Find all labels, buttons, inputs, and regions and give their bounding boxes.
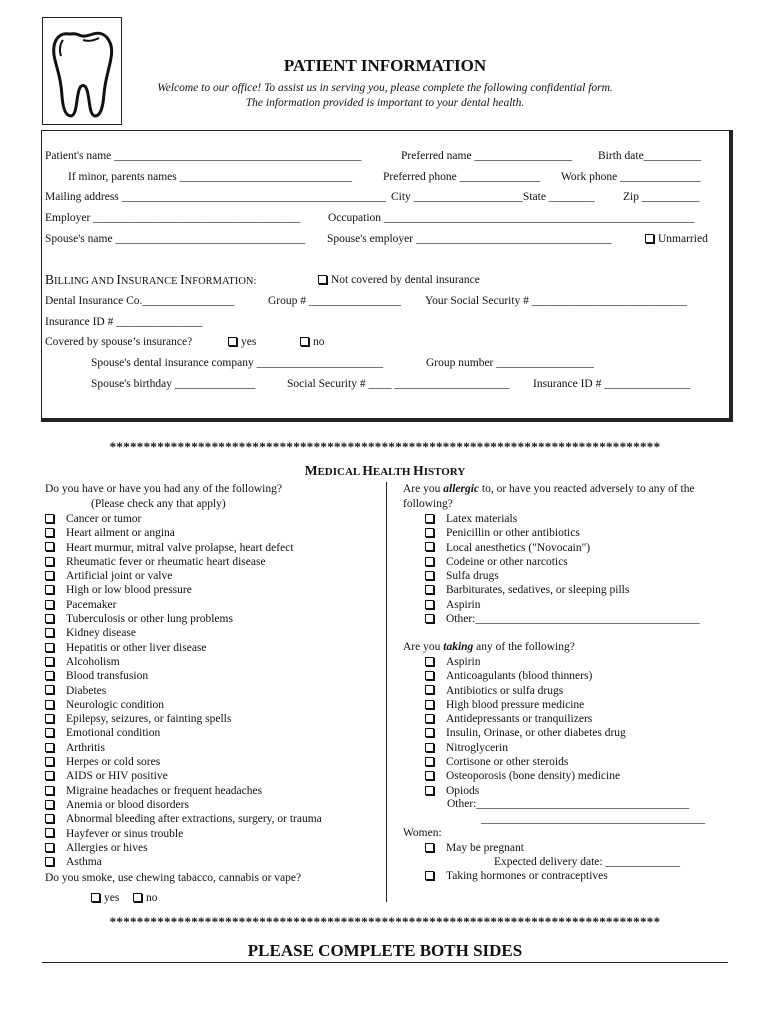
condition-item[interactable]: Epilepsy, seizures, or fainting spells <box>45 712 322 726</box>
condition-item[interactable]: Hayfever or sinus trouble <box>45 827 322 841</box>
preferred-name-field[interactable]: Preferred name _________________ <box>401 150 573 162</box>
birth-date-field[interactable]: Birth date__________ <box>598 150 702 162</box>
subtitle-line-1: Welcome to our office! To assist us in serving you, please complete the following confidential form. <box>157 82 613 94</box>
hormones-checkbox[interactable] <box>425 870 608 882</box>
allergy-item[interactable]: Other:_______________________________________ <box>425 612 700 626</box>
star-divider-bottom: ********************************************************************************* <box>109 914 661 929</box>
taking-question: Are you taking any of the following? <box>403 641 575 653</box>
mailing-address-field[interactable]: Mailing address ______________________________________________ <box>45 191 387 203</box>
checkbox-icon <box>318 275 327 284</box>
checkbox-icon <box>45 828 54 837</box>
pregnant-label: May be pregnant <box>446 842 524 854</box>
checkbox-icon <box>425 771 434 780</box>
condition-item[interactable]: Asthma <box>45 855 322 869</box>
pregnant-checkbox[interactable] <box>425 842 524 854</box>
checkbox-icon <box>425 557 434 566</box>
checkbox-icon <box>425 671 434 680</box>
condition-item[interactable]: Hepatitis or other liver disease <box>45 641 322 655</box>
checkbox-icon <box>45 571 54 580</box>
checkbox-icon <box>45 843 54 852</box>
column-divider <box>386 482 387 902</box>
medication-other-field[interactable]: Other:_____________________________________ <box>447 798 690 810</box>
star-divider-top: ********************************************************************************* <box>109 439 661 454</box>
medication-item[interactable]: Aspirin <box>425 655 626 669</box>
checkbox-icon <box>425 614 434 623</box>
checkbox-icon <box>425 743 434 752</box>
allergy-item[interactable]: Barbiturates, sedatives, or sleeping pills <box>425 583 700 597</box>
checkbox-icon <box>425 514 434 523</box>
conditions-question: Do you have or have you had any of the following? <box>45 483 282 495</box>
not-covered-checkbox[interactable] <box>318 274 480 286</box>
medication-item[interactable]: Antidepressants or tranquilizers <box>425 712 626 726</box>
checkbox-icon <box>425 757 434 766</box>
footer-title: PLEASE COMPLETE BOTH SIDES <box>247 941 523 960</box>
condition-item[interactable]: High or low blood pressure <box>45 583 322 597</box>
zip-field[interactable]: Zip __________ <box>623 191 700 203</box>
smoke-yes-checkbox[interactable] <box>91 892 119 904</box>
condition-item[interactable]: Heart murmur, mitral valve prolapse, heart defect <box>45 541 322 555</box>
unmarried-checkbox[interactable] <box>645 233 708 245</box>
insurance-id-field[interactable]: Insurance ID # _______________ <box>45 316 203 328</box>
condition-item[interactable]: Anemia or blood disorders <box>45 798 322 812</box>
checkbox-icon <box>45 643 54 652</box>
checkbox-icon <box>133 893 142 902</box>
checkbox-icon <box>425 871 434 880</box>
checkbox-icon <box>45 700 54 709</box>
yes-label: yes <box>241 336 257 348</box>
allergy-item[interactable]: Sulfa drugs <box>425 569 700 583</box>
checkbox-icon <box>425 700 434 709</box>
checkbox-icon <box>45 671 54 680</box>
condition-item[interactable]: Neurologic condition <box>45 698 322 712</box>
not-covered-label: Not covered by dental insurance <box>331 274 480 286</box>
condition-item[interactable]: Emotional condition <box>45 726 322 740</box>
spouse-employer-field[interactable]: Spouse's employer __________________________________ <box>327 233 612 245</box>
no-label: no <box>313 336 325 348</box>
allergy-item[interactable]: Local anesthetics ("Novocain") <box>425 541 700 555</box>
medication-other-line2[interactable]: _______________________________________ <box>481 813 706 825</box>
checkbox-icon <box>425 685 434 694</box>
medical-heading: MEDICAL HEALTH HISTORY <box>304 463 466 478</box>
city-state-field[interactable]: City ___________________State ________ <box>391 191 595 203</box>
checkbox-icon <box>425 714 434 723</box>
checkbox-icon <box>425 600 434 609</box>
checkbox-icon <box>45 657 54 666</box>
spouse-group-number-field[interactable]: Group number _________________ <box>426 357 595 369</box>
allergy-item[interactable]: Aspirin <box>425 598 700 612</box>
checkbox-icon <box>45 728 54 737</box>
checkbox-icon <box>645 234 654 243</box>
preferred-phone-field[interactable]: Preferred phone ______________ <box>383 171 541 183</box>
condition-item[interactable]: Heart ailment or angina <box>45 526 322 540</box>
hormones-label: Taking hormones or contraceptives <box>446 870 608 882</box>
checkbox-icon <box>45 600 54 609</box>
condition-item[interactable]: Alcoholism <box>45 655 322 669</box>
allergies-list <box>425 512 700 626</box>
parents-names-field[interactable]: If minor, parents names ______________________________ <box>68 171 353 183</box>
footer-rule <box>42 962 728 963</box>
checkbox-icon <box>45 528 54 537</box>
allergy-item[interactable]: Penicillin or other antibiotics <box>425 526 700 540</box>
checkbox-icon <box>425 786 434 795</box>
delivery-date-field[interactable]: Expected delivery date: _____________ <box>494 856 681 868</box>
condition-item[interactable]: Cancer or tumor <box>45 512 322 526</box>
condition-item[interactable]: Herpes or cold sores <box>45 755 322 769</box>
spouse-birthday-field[interactable]: Spouse's birthday ______________ <box>91 378 256 390</box>
checkbox-icon <box>45 614 54 623</box>
women-label: Women: <box>403 827 442 839</box>
checkbox-icon <box>45 514 54 523</box>
condition-item[interactable]: Tuberculosis or other lung problems <box>45 612 322 626</box>
conditions-note: (Please check any that apply) <box>91 498 226 510</box>
spouse-insurance-company-field[interactable]: Spouse's dental insurance company ______________________ <box>91 357 384 369</box>
checkbox-icon <box>425 528 434 537</box>
medication-item[interactable]: Antibiotics or sulfa drugs <box>425 684 626 698</box>
checkbox-icon <box>425 571 434 580</box>
smoke-question: Do you smoke, use chewing tabacco, cannabis or vape? <box>45 872 302 884</box>
condition-item[interactable]: Blood transfusion <box>45 669 322 683</box>
smoke-no-label: no <box>146 892 158 904</box>
checkbox-icon <box>425 542 434 551</box>
checkbox-icon <box>45 771 54 780</box>
checkbox-icon <box>425 843 434 852</box>
page-title: PATIENT INFORMATION <box>283 56 487 75</box>
checkbox-icon <box>45 628 54 637</box>
checkbox-icon <box>45 800 54 809</box>
unmarried-label: Unmarried <box>658 233 708 245</box>
checkbox-icon <box>91 893 100 902</box>
condition-item[interactable]: Rheumatic fever or rheumatic heart disease <box>45 555 322 569</box>
medication-item[interactable]: High blood pressure medicine <box>425 698 626 712</box>
checkbox-icon <box>45 714 54 723</box>
condition-item[interactable]: AIDS or HIV positive <box>45 769 322 783</box>
condition-item[interactable]: Abnormal bleeding after extractions, surgery, or trauma <box>45 812 322 826</box>
subtitle-line-2: The information provided is important to your dental health. <box>245 97 525 109</box>
checkbox-icon <box>45 857 54 866</box>
spouse-name-field[interactable]: Spouse's name _________________________________ <box>45 233 306 245</box>
condition-item[interactable]: Diabetes <box>45 684 322 698</box>
billing-heading: BILLING AND INSURANCE INFORMATION: <box>45 272 257 287</box>
allergic-question-line2: following? <box>403 498 453 510</box>
medication-item[interactable]: Osteoporosis (bone density) medicine <box>425 769 626 783</box>
medication-item[interactable]: Opiods <box>425 784 626 798</box>
checkbox-icon <box>45 557 54 566</box>
smoke-no-checkbox[interactable] <box>133 892 158 904</box>
checkbox-icon <box>45 743 54 752</box>
checkbox-icon <box>45 757 54 766</box>
medication-item[interactable]: Anticoagulants (blood thinners) <box>425 669 626 683</box>
spouse-ssn-field[interactable]: Social Security # ____ ____________________ <box>287 378 510 390</box>
allergic-question: Are you allergic to, or have you reacted adversely to any of the <box>403 483 695 495</box>
employer-field[interactable]: Employer ____________________________________ <box>45 212 301 224</box>
medication-item[interactable]: Cortisone or other steroids <box>425 755 626 769</box>
group-number-field[interactable]: Group # ________________ <box>268 295 401 307</box>
checkbox-icon <box>425 728 434 737</box>
condition-item[interactable]: Pacemaker <box>45 598 322 612</box>
checkbox-icon <box>45 786 54 795</box>
condition-item[interactable]: Allergies or hives <box>45 841 322 855</box>
covered-yes-checkbox[interactable] <box>228 336 256 348</box>
spouse-insurance-id-field[interactable]: Insurance ID # _______________ <box>533 378 691 390</box>
insurance-company-field[interactable]: Dental Insurance Co.________________ <box>45 295 235 307</box>
checkbox-icon <box>45 685 54 694</box>
medication-item[interactable]: Nitroglycerin <box>425 741 626 755</box>
checkbox-icon <box>425 657 434 666</box>
checkbox-icon <box>45 542 54 551</box>
work-phone-field[interactable]: Work phone ______________ <box>561 171 701 183</box>
medications-list <box>425 655 626 798</box>
conditions-list <box>45 512 322 869</box>
covered-no-checkbox[interactable] <box>300 336 325 348</box>
allergy-item[interactable]: Codeine or other narcotics <box>425 555 700 569</box>
ssn-field[interactable]: Your Social Security # ___________________________ <box>425 295 688 307</box>
patient-name-field[interactable]: Patient's name ___________________________________________ <box>45 150 362 162</box>
occupation-field[interactable]: Occupation ______________________________________________________ <box>328 212 695 224</box>
checkbox-icon <box>45 814 54 823</box>
covered-by-spouse-label: Covered by spouse’s insurance? <box>45 336 193 348</box>
condition-item[interactable]: Migraine headaches or frequent headaches <box>45 784 322 798</box>
allergy-item[interactable]: Latex materials <box>425 512 700 526</box>
condition-item[interactable]: Kidney disease <box>45 626 322 640</box>
checkbox-icon <box>300 337 309 346</box>
medication-item[interactable]: Insulin, Orinase, or other diabetes drug <box>425 726 626 740</box>
checkbox-icon <box>228 337 237 346</box>
checkbox-icon <box>45 585 54 594</box>
smoke-yes-label: yes <box>104 892 120 904</box>
condition-item[interactable]: Artificial joint or valve <box>45 569 322 583</box>
condition-item[interactable]: Arthritis <box>45 741 322 755</box>
checkbox-icon <box>425 585 434 594</box>
